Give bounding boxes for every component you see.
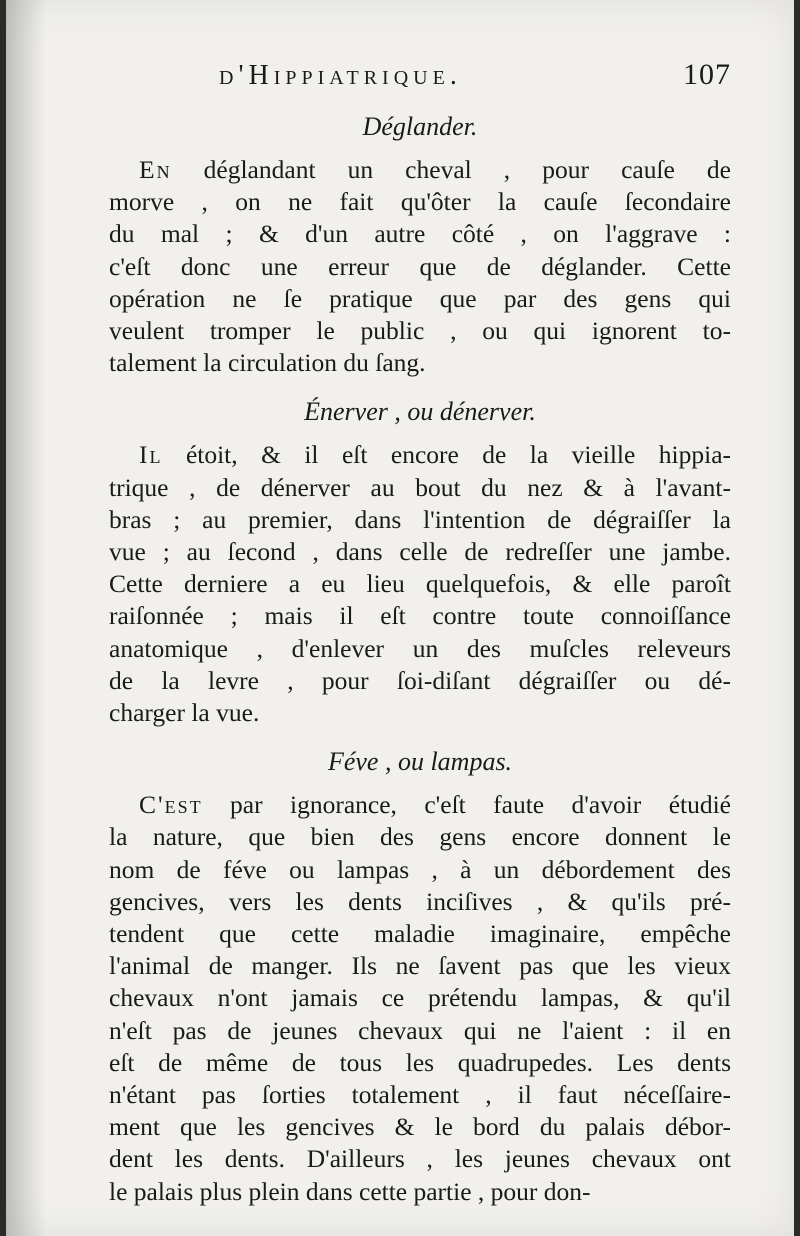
text-line: opération ne ſe pratique que par des gens qui xyxy=(109,283,731,313)
section-title: Déglander. xyxy=(362,112,478,141)
text-line: C'est par ignorance, c'eſt faute d'avoir étudié xyxy=(139,790,731,820)
section-title: Énerver , ou dénerver. xyxy=(304,397,536,427)
text-line: veulent tromper le public , ou qui ignorent to- xyxy=(109,316,731,346)
text-line: nom de féve ou lampas , à un débordement des xyxy=(109,854,731,884)
text-line: chevaux n'ont jamais ce prétendu lampas, & qu'il xyxy=(109,983,731,1013)
text-line: du mal ; & d'un autre côté , on l'aggrave : xyxy=(109,219,731,249)
text-line: En déglandant un cheval , pour cauſe de xyxy=(139,155,731,184)
paragraph xyxy=(109,789,731,1208)
text-line: talement la circulation du ſang. xyxy=(109,348,426,378)
book-page xyxy=(6,0,794,1236)
text-line: raiſonnée ; mais il eſt contre toute connoiſſance xyxy=(109,601,731,631)
text-line: gencives, vers les dents inciſives , & qu'ils pré- xyxy=(109,886,731,916)
paragraph xyxy=(109,439,731,729)
section-feve xyxy=(109,745,731,1208)
paragraph xyxy=(109,154,731,379)
text-line: anatomique , d'enlever un des muſcles releveurs xyxy=(109,633,731,663)
text-line: la nature, que bien des gens encore donnent le xyxy=(109,822,731,852)
lead-word: Il xyxy=(139,440,163,470)
page-text xyxy=(109,58,731,1224)
section-deglander xyxy=(109,110,731,379)
page-number: 107 xyxy=(683,58,731,91)
section-title: Féve , ou lampas. xyxy=(327,747,513,777)
text-line: Il étoit, & il eſt encore de la vieille hippia- xyxy=(139,440,731,470)
text-line: n'eſt pas de jeunes chevaux qui ne l'aient : il en xyxy=(109,1015,731,1045)
text-line: charger la vue. xyxy=(109,698,260,728)
page-gutter-shadow xyxy=(6,0,46,1236)
text-line: morve , on ne fait qu'ôter la cauſe ſecondaire xyxy=(109,187,731,217)
text-line: c'eſt donc une erreur que de déglander. Cette xyxy=(109,251,731,281)
text-line: n'étant pas ſorties totalement , il faut néceſſaire- xyxy=(109,1080,731,1110)
text-line: eſt de même de tous les quadrupedes. Les dents xyxy=(109,1047,731,1077)
text-line: Cette derniere a eu lieu quelquefois, & elle paroît xyxy=(109,569,731,599)
text-line: dent les dents. D'ailleurs , les jeunes chevaux ont xyxy=(109,1144,731,1174)
text-line: bras ; au premier, dans l'intention de dégraiſſer la xyxy=(109,504,731,534)
section-enerver xyxy=(109,395,731,729)
text-line: tendent que cette maladie imaginaire, empêche xyxy=(109,919,731,949)
running-header xyxy=(109,58,731,110)
lead-word: En xyxy=(139,155,172,184)
running-title: d'Hippiatrique. xyxy=(219,60,462,91)
text-line: vue ; au ſecond , dans celle de redreſſer une jambe. xyxy=(109,537,731,567)
text-line: trique , de dénerver au bout du nez & à l'avant- xyxy=(109,472,731,502)
text-line: ment que les gencives & le bord du palais débor- xyxy=(109,1112,731,1142)
text-line: l'animal de manger. Ils ne ſavent pas que les vieux xyxy=(109,951,731,981)
lead-word: C'est xyxy=(139,790,203,820)
text-line: le palais plus plein dans cette partie , pour don- xyxy=(109,1176,591,1206)
text-line: de la levre , pour ſoi-diſant dégraiſſer ou dé- xyxy=(109,665,731,695)
